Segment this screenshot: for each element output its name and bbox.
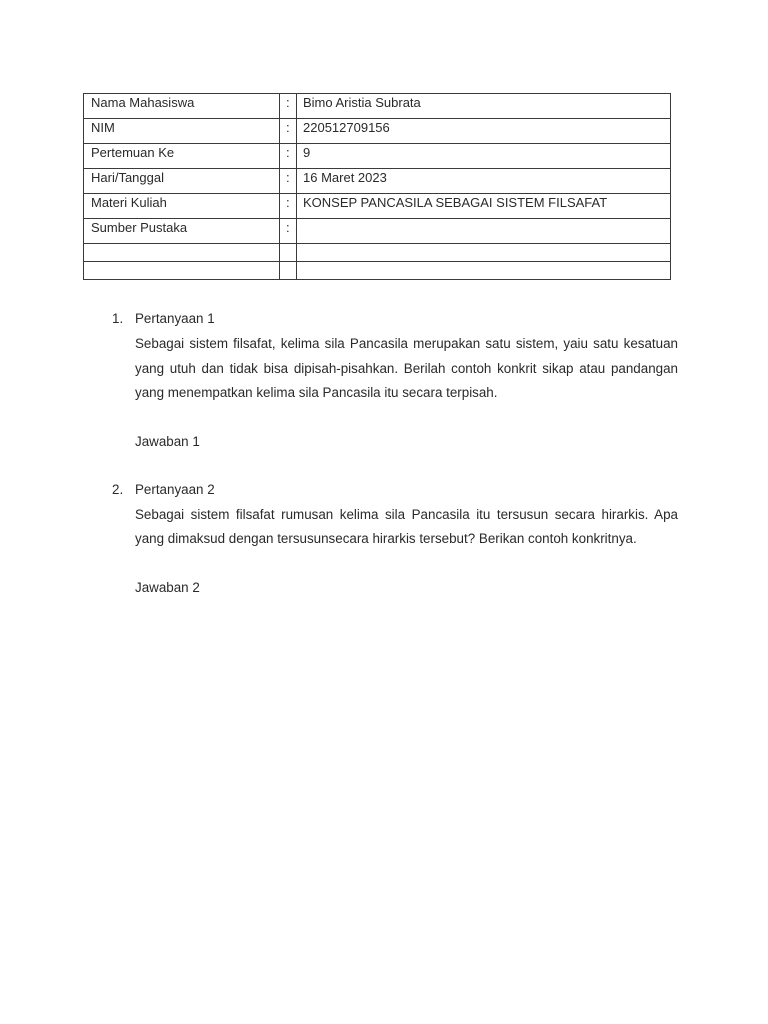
- row-separator: [280, 244, 297, 262]
- row-value: 220512709156: [297, 119, 671, 144]
- question-title: Pertanyaan 1: [135, 311, 215, 326]
- row-separator: :: [280, 94, 297, 119]
- row-label: Sumber Pustaka: [84, 219, 280, 244]
- row-separator: :: [280, 169, 297, 194]
- row-label: Hari/Tanggal: [84, 169, 280, 194]
- question-item: [112, 308, 678, 453]
- answer-label: Jawaban 1: [135, 433, 200, 449]
- answer-label: Jawaban 2: [135, 579, 200, 595]
- table-row: [84, 262, 671, 280]
- question-title: Pertanyaan 2: [135, 481, 215, 497]
- question-number: 2.: [112, 481, 124, 497]
- table-row: [84, 244, 671, 262]
- row-label: [84, 262, 280, 280]
- row-label: Pertemuan Ke: [84, 144, 280, 169]
- table-row: [84, 144, 671, 169]
- row-value: [297, 219, 671, 244]
- question-text: Sebagai sistem filsafat rumusan kelima sila Pancasila itu tersusun secara hirarkis. Apa yang dimaksud dengan tersusunsecara hirarkis tersebut? Berikan contoh konkritnya.: [135, 506, 678, 546]
- row-value: Bimo Aristia Subrata: [297, 94, 671, 119]
- table-row: [84, 194, 671, 219]
- question-list: [112, 308, 678, 599]
- row-label: Materi Kuliah: [84, 194, 280, 219]
- table-row: [84, 169, 671, 194]
- row-value: [297, 262, 671, 280]
- table-row: [84, 94, 671, 119]
- row-label: NIM: [84, 119, 280, 144]
- table-row: [84, 119, 671, 144]
- table-row: [84, 219, 671, 244]
- row-separator: :: [280, 194, 297, 219]
- question-text: Sebagai sistem filsafat, kelima sila Pancasila merupakan satu sistem, yaiu satu kesatuan yang utuh dan tidak bisa dipisah-pisahkan. Berilah contoh konkrit sikap atau pandangan yang menempatkan kelima sila Pancasila itu secara terpisah.: [135, 336, 678, 400]
- row-label: Nama Mahasiswa: [84, 94, 280, 119]
- question-item: [112, 479, 678, 599]
- row-separator: :: [280, 144, 297, 169]
- row-value: [297, 244, 671, 262]
- row-value: KONSEP PANCASILA SEBAGAI SISTEM FILSAFAT: [297, 194, 671, 219]
- row-separator: :: [280, 119, 297, 144]
- row-value: 16 Maret 2023: [297, 169, 671, 194]
- student-info-table: [83, 93, 671, 280]
- question-number: 1.: [112, 311, 124, 326]
- row-label: [84, 244, 280, 262]
- row-value: 9: [297, 144, 671, 169]
- row-separator: :: [280, 219, 297, 244]
- row-separator: [280, 262, 297, 280]
